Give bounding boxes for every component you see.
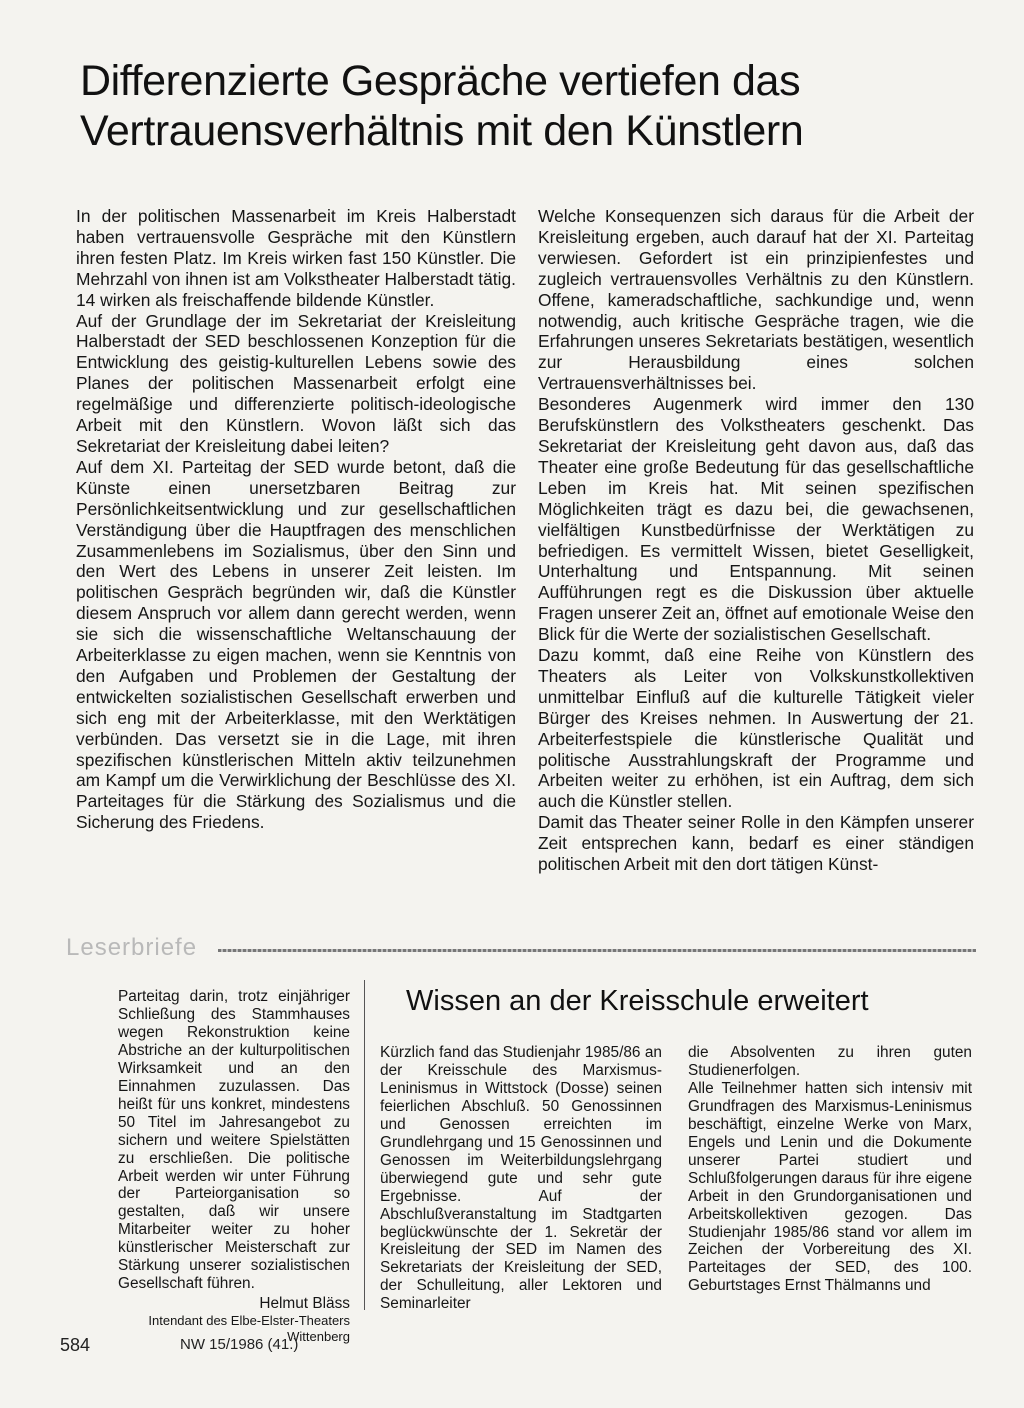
news-paragraph: die Absolventen zu ihren guten Studienerfolgen.	[688, 1044, 972, 1079]
news-paragraph: Kürzlich fand das Studienjahr 1985/86 an der Kreisschule des Marxismus-Leninismus in Wittstock (Dosse) seinen feierlichen Abschluß. 50 Genossinnen und Genossen erreichten im Grundlehrgang und 15 Genossinnen und Genossen im Weiterbildungslehrgang überwiegend gute und sehr gute Ergebnisse. Auf der Abschlußveranstaltung im Stadtgarten beglückwünschte der 1. Sekretär der Kreisleitung der SED im Namen des Sekretariats der Kreisleitung der SED, der Schulleitung, aller Lektoren und Seminarleiter	[380, 1044, 662, 1313]
letter-author-place: Wittenberg	[287, 1329, 350, 1345]
article-column-1	[76, 206, 516, 833]
reader-letter	[118, 988, 350, 1345]
article-paragraph: Auf dem XI. Parteitag der SED wurde betont, daß die Künste einen unersetzbaren Beitrag zur Persönlichkeitsentwicklung und zur gesellschaftlichen Verständigung über die Hauptfragen des menschlichen Zusammenlebens im Sozialismus, über den Sinn und den Wert des Lebens in unserer Zeit leisten. Im politischen Gespräch begründen wir, daß die Künstler diesem Anspruch vor allem dann gerecht werden, wenn sie sich die wissenschaftliche Weltanschauung der Arbeiterklasse zu eigen machen, wenn sie Kenntnis von den Aufgaben und Problemen der Gestaltung der entwickelten sozialistischen Gesellschaft erwerben und sich eng mit der Arbeiterklasse, mit den Werktätigen verbünden. Das versetzt sie in die Lage, mit ihren spezifischen künstlerischen Mitteln aktiv teilzunehmen am Kampf um die Verwirklichung der Beschlüsse des XI. Parteitages für die Stärkung des Sozialismus und die Sicherung des Friedens.	[76, 456, 516, 833]
article-paragraph: Welche Konsequenzen sich daraus für die Arbeit der Kreisleitung ergeben, auch darauf hat der XI. Parteitag verwiesen. Gefordert ist ein prinzipienfestes und zugleich vertrauensvolles Verhältnis zu den Künstlern. Offene, kameradschaftliche, sachkundige und, wenn notwendig, auch kritische Gespräche tragen, wie die Erfahrungen unseres Sekretariats bestätigen, wesentlich zur Herausbildung eines solchen Vertrauensverhältnisses bei.	[538, 206, 974, 394]
page-number: 584	[60, 1335, 91, 1355]
article-paragraph: Dazu kommt, daß eine Reihe von Künstlern des Theaters als Leiter von Volkskunstkollektiven unmittelbar Einfluß auf die kulturelle Tätigkeit vieler Bürger des Kreises nehmen. In Auswertung der 21. Arbeiterfestspiele die künstlerische Qualität und politische Ausstrahlungskraft der Programme und Arbeiten weiter zu erhöhen, ist ein Auftrag, dem sich auch die Künstler stellen.	[538, 645, 974, 812]
article-column-2	[538, 206, 974, 875]
news-title: Wissen an der Kreisschule erweitert	[406, 985, 869, 1017]
news-column-2	[688, 1044, 972, 1295]
issue-reference: NW 15/1986 (41.)	[180, 1336, 299, 1353]
article-paragraph: Besonderes Augenmerk wird immer den 130 Berufskünstlern des Volkstheaters geschenkt. Das Sekretariat der Kreisleitung geht davon aus, daß das Theater eine große Bedeutung für das gesellschaftliche Leben im Kreis hat. Mit seinen spezifischen Möglichkeiten trägt es dazu bei, die gewachsenen, vielfältigen Kunstbedürfnisse der Werktätigen zu befriedigen. Es vermittelt Wissen, bietet Geselligkeit, Unterhaltung und Entspannung. Mit seinen Aufführungen regt es die Diskussion über aktuelle Fragen unserer Zeit an, öffnet auf emotionale Weise den Blick für die Werte der sozialistischen Gesellschaft.	[538, 394, 974, 645]
section-divider	[218, 949, 976, 952]
letter-author: Helmut Bläss	[259, 1295, 350, 1313]
article-title-line-2: Vertrauensverhältnis mit den Künstlern	[80, 107, 804, 155]
column-divider	[364, 980, 365, 1310]
article-title	[80, 56, 940, 156]
news-paragraph: Alle Teilnehmer hatten sich intensiv mit Grundfragen des Marxismus-Leninismus beschäftigt, einzelne Werke von Marx, Engels und Lenin und die Dokumente unserer Partei studiert und Schlußfolgerungen daraus für ihre eigene Arbeit in den Grundorganisationen und Arbeitskollektiven gezogen. Das Studienjahr 1985/86 stand vor allem im Zeichen der Vorbereitung des XI. Parteitages der SED, des 100. Geburtstages Ernst Thälmanns und	[688, 1079, 972, 1295]
article-title-line-1: Differenzierte Gespräche vertiefen das	[80, 57, 801, 105]
article-paragraph: Auf der Grundlage der im Sekretariat der Kreisleitung Halberstadt der SED beschlossenen Konzeption für die Entwicklung des geistig-kulturellen Lebens sowie des Planes der politischen Massenarbeit erfolgt eine regelmäßige und differenzierte politisch-ideologische Arbeit mit den Künstlern. Wovon läßt sich das Sekretariat der Kreisleitung dabei leiten?	[76, 310, 516, 456]
section-label: Leserbriefe	[66, 934, 198, 961]
letter-text: Parteitag darin, trotz einjähriger Schließung des Stammhauses wegen Rekonstruktion keine Abstriche an der kulturpolitischen Wirksamkeit und an den Einnahmen zuzulassen. Das heißt für uns konkret, mindestens 50 Titel im Jahresangebot zu sichern und weitere Spielstätten zu erschließen. Die politische Arbeit werden wir unter Führung der Parteiorganisation so gestalten, daß wir unsere Mitarbeiter weiter zu hoher künstlerischer Meisterschaft zur Stärkung unserer sozialistischen Gesellschaft führen.	[118, 988, 350, 1293]
article-paragraph: In der politischen Massenarbeit im Kreis Halberstadt haben vertrauensvolle Gespräche mit den Künstlern ihren festen Platz. Im Kreis wirken fast 150 Künstler. Die Mehrzahl von ihnen ist am Volkstheater Halberstadt tätig. 14 wirken als freischaffende bildende Künstler.	[76, 206, 516, 310]
letter-author-role: Intendant des Elbe-Elster-Theaters	[148, 1313, 350, 1329]
article-paragraph: Damit das Theater seiner Rolle in den Kämpfen unserer Zeit entsprechen kann, bedarf es einer ständigen politischen Arbeit mit den dort tätigen Künst-	[538, 812, 974, 875]
news-column-1	[380, 1044, 662, 1313]
section-rule	[66, 934, 976, 962]
